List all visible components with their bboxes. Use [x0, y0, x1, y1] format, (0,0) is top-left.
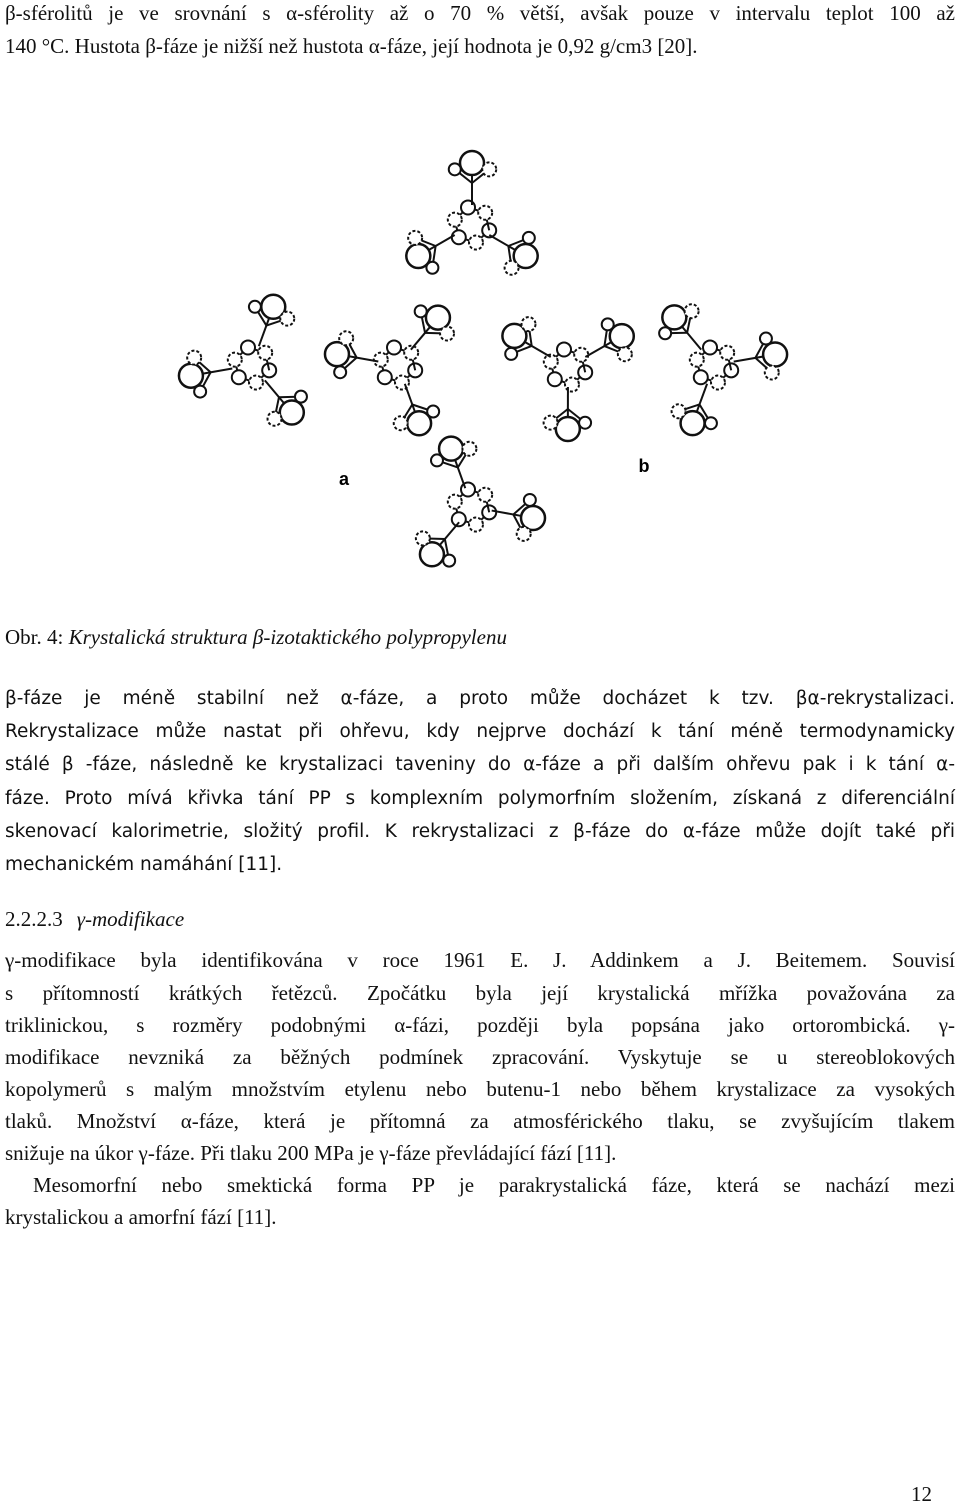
para1-line-4: fáze. Proto mívá křivka tání PP s komplexním polymorfním složením, získaná z diferenciální: [5, 786, 955, 812]
para1-line-2: Rekrystalizace může nastat při ohřevu, kdy nejprve dochází k tání méně termodynamicky: [5, 719, 955, 745]
figure-label-b: b: [639, 456, 650, 476]
text-line-top-1: β-sférolitů je ve srovnání s α-sférolity až o 70 % větší, avšak pouze v intervalu teplot 100 až: [5, 0, 955, 26]
para1-line-1: β-fáze je méně stabilní než α-fáze, a proto může docházet k tzv. βα-rekrystalizaci.: [5, 686, 955, 712]
para3-line-2: krystalickou a amorfní fází [11].: [5, 1204, 955, 1230]
para2-line-4: modifikace nevzniká za běžných podmínek zpracování. Vyskytuje se u stereoblokových: [5, 1044, 955, 1070]
helix-motif: [416, 437, 545, 567]
helix-motif: [406, 151, 537, 275]
para2-line-7: snižuje na úkor γ-fáze. Při tlaku 200 MPa je γ-fáze převládající fází [11].: [5, 1140, 955, 1166]
para2-line-5: kopolymerů s malým množstvím etylenu nebo butenu-1 nebo během krystalizace za vysokých: [5, 1076, 955, 1102]
helix-motif: [179, 295, 307, 426]
crystal-structure-figure: [100, 135, 860, 595]
text-line-top-2: 140 °C. Hustota β-fáze je nižší než hustota α-fáze, její hodnota je 0,92 g/cm3 [20].: [5, 33, 955, 59]
para2-line-6: tlaků. Množství α-fáze, která je přítomná za atmosférického tlaku, se zvyšujícím tlakem: [5, 1108, 955, 1134]
para2-line-2: s přítomností krátkých řetězců. Zpočátku byla její krystalická mřížka považována za: [5, 980, 955, 1006]
figure-label-a: a: [339, 469, 350, 489]
helix-motif: [502, 317, 633, 441]
caption-prefix: Obr. 4:: [5, 625, 63, 649]
section-heading: [5, 906, 184, 932]
helix-motif: [659, 304, 787, 435]
section-number: 2.2.2.3: [5, 907, 63, 931]
section-title: γ-modifikace: [77, 907, 184, 931]
caption-text: Krystalická struktura β-izotaktického polypropylenu: [69, 625, 507, 649]
para2-line-3: triklinickou, s rozměry podobnými α-fázi, později byla popsána jako ortorombická. γ-: [5, 1012, 955, 1038]
para1-line-6: mechanickém namáhání [11].: [5, 852, 955, 878]
para1-line-3: stálé β -fáze, následně ke krystalizaci taveniny do α-fáze a při dalším ohřevu pak i k tání α-: [5, 752, 955, 778]
page-number: 12: [911, 1483, 932, 1505]
para2-line-1: γ-modifikace byla identifikována v roce 1961 E. J. Addinkem a J. Beitemem. Souvisí: [5, 947, 955, 973]
para3-line-1: Mesomorfní nebo smektická forma PP je parakrystalická fáze, která se nachází mezi: [5, 1172, 955, 1198]
helix-motifs: [179, 151, 787, 567]
figure-caption: [5, 624, 507, 650]
para1-line-5: skenovací kalorimetrie, složitý profil. K rekrystalizaci z β-fáze do α-fáze může dojít také při: [5, 819, 955, 845]
helix-motif: [325, 305, 454, 435]
